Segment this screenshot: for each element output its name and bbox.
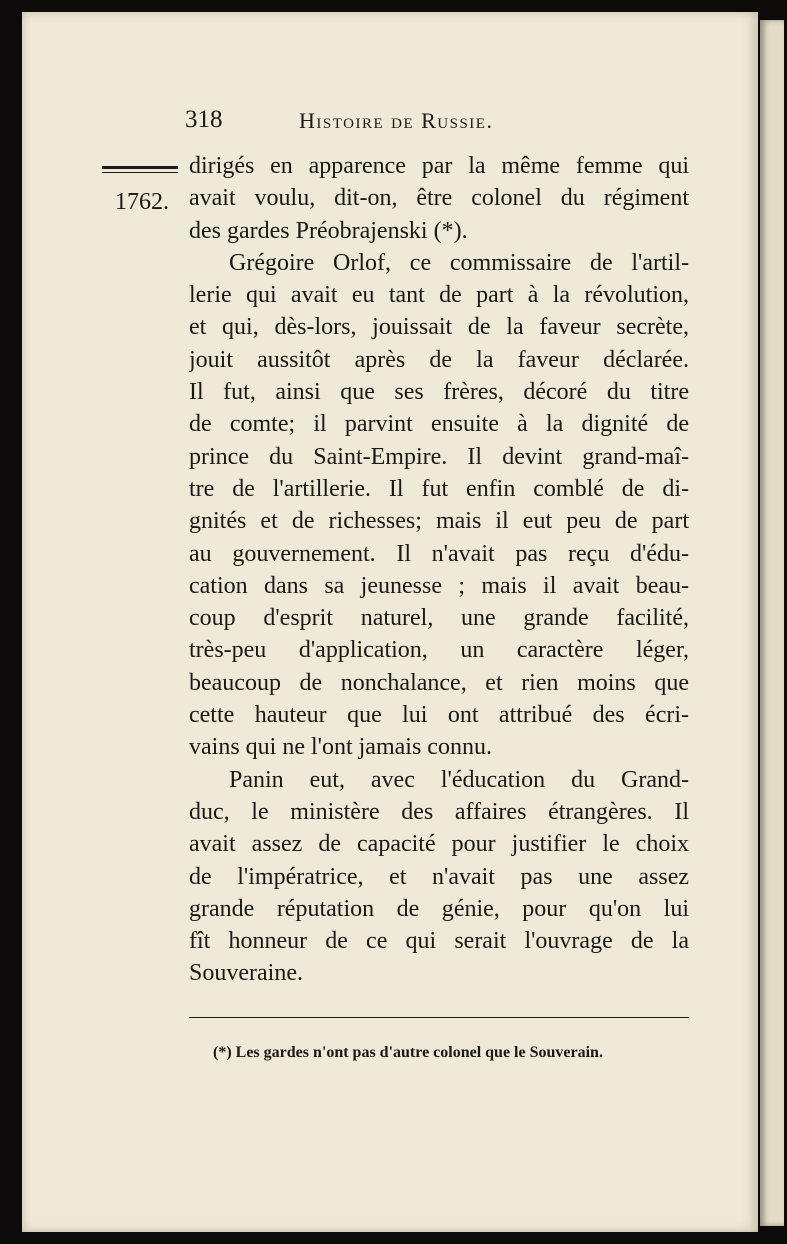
- text-line: Il fut, ainsi que ses frères, décoré du titre: [189, 379, 689, 406]
- body-text: [189, 150, 689, 990]
- text-line: avait voulu, dit-on, être colonel du régiment: [189, 185, 689, 212]
- page-number: 318: [185, 106, 223, 133]
- text-line: avait assez de capacité pour justifier le choix: [189, 831, 689, 858]
- text-line: Panin eut, avec l'éducation du Grand-: [229, 766, 689, 793]
- text-line: et qui, dès-lors, jouissait de la faveur secrète,: [189, 314, 689, 341]
- text-line: fît honneur de ce qui serait l'ouvrage de la: [189, 928, 689, 955]
- text-line: au gouvernement. Il n'avait pas reçu d'édu-: [189, 540, 689, 567]
- adjacent-page-edge: [760, 20, 784, 1226]
- text-line: coup d'esprit naturel, une grande facilité,: [189, 605, 689, 632]
- text-line: lerie qui avait eu tant de part à la révolution,: [189, 282, 689, 309]
- text-line: très-peu d'application, un caractère léger,: [189, 637, 689, 664]
- running-title: Histoire de Russie.: [299, 108, 494, 133]
- text-line: duc, le ministère des affaires étrangères. Il: [189, 798, 689, 825]
- text-line: Grégoire Orlof, ce commissaire de l'artil-: [229, 249, 689, 276]
- text-line: de comte; il parvint ensuite à la dignité de: [189, 411, 689, 438]
- text-line: des gardes Préobrajenski (*).: [189, 217, 468, 244]
- footnote: (*) Les gardes n'ont pas d'autre colonel que le Souverain.: [213, 1044, 603, 1061]
- text-line: de l'impératrice, et n'avait pas une assez: [189, 863, 689, 890]
- text-line: tre de l'artillerie. Il fut enfin comblé de di-: [189, 475, 689, 502]
- text-line: gnités et de richesses; mais il eut peu de part: [189, 508, 689, 535]
- text-line: Souveraine.: [189, 960, 303, 987]
- text-line: prince du Saint-Empire. Il devint grand-maî-: [189, 443, 689, 470]
- margin-year: 1762.: [115, 189, 169, 215]
- footnote-rule: [189, 1017, 689, 1018]
- text-line: cette hauteur que lui ont attribué des écri-: [189, 702, 689, 729]
- text-line: jouit aussitôt après de la faveur déclarée.: [189, 346, 689, 373]
- text-line: grande réputation de génie, pour qu'on lui: [189, 895, 689, 922]
- text-line: dirigés en apparence par la même femme qui: [189, 153, 689, 179]
- text-line: cation dans sa jeunesse ; mais il avait beau-: [189, 572, 689, 599]
- text-line: beaucoup de nonchalance, et rien moins que: [189, 669, 689, 696]
- continuation-rule: [102, 166, 178, 173]
- text-line: vains qui ne l'ont jamais connu.: [189, 734, 492, 761]
- page-header: [185, 106, 685, 136]
